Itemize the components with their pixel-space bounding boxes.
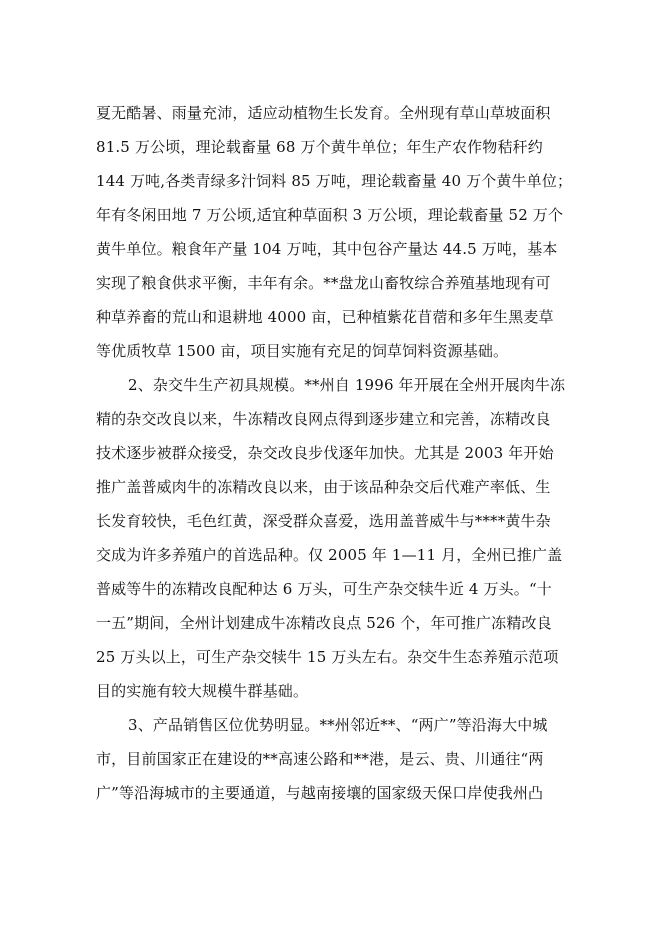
paragraph-heading-line: 2、杂交牛生产初具规模。**州自 1996 年开展在全州开展肉牛冻	[128, 376, 566, 394]
text-line: 长发育较快，毛色红黄，深受群众喜爱，选用盖普威牛与****黄牛杂	[96, 512, 551, 530]
text-line: 144 万吨,各类青绿多汁饲料 85 万吨，理论载畜量 40 万个黄牛单位；	[96, 172, 573, 190]
text-line: 81.5 万公顷，理论载畜量 68 万个黄牛单位；年生产农作物秸秆约	[96, 138, 543, 156]
text-line: 目的实施有较大规模牛群基础。	[96, 682, 309, 700]
text-line: 交成为许多养殖户的首选品种。仅 2005 年 1—11 月，全州已推广盖	[96, 546, 563, 564]
paragraph-heading-line: 3、产品销售区位优势明显。**州邻近**、“两广”等沿海大中城	[128, 716, 548, 734]
text-line: 等优质牧草 1500 亩，项目实施有充足的饲草饲料资源基础。	[96, 342, 509, 360]
text-line: 年有冬闲田地 7 万公顷,适宜种草面积 3 万公顷，理论载畜量 52 万个	[96, 206, 564, 224]
text-line: 夏无酷暑、雨量充沛，适应动植物生长发育。全州现有草山草坡面积	[96, 104, 551, 122]
text-line: 实现了粮食供求平衡，丰年有余。**盘龙山畜牧综合养殖基地现有可	[96, 274, 551, 292]
text-line: 广”等沿海城市的主要通道，与越南接壤的国家级天保口岸使我州凸	[96, 784, 544, 802]
text-line: 种草养畜的荒山和退耕地 4000 亩，已种植紫花苜蓿和多年生黑麦草	[96, 308, 554, 326]
text-line: 推广盖普威肉牛的冻精改良以来，由于该品种杂交后代难产率低、生	[96, 478, 551, 496]
text-line: 精的杂交改良以来，牛冻精改良网点得到逐步建立和完善，冻精改良	[96, 410, 551, 428]
text-line: 一五”期间，全州计划建成牛冻精改良点 526 个，年可推广冻精改良	[96, 614, 552, 632]
text-line: 25 万头以上，可生产杂交犊牛 15 万头左右。杂交牛生态养殖示范项	[96, 648, 559, 666]
text-line: 市，目前国家正在建设的**高速公路和**港，是云、贵、川通往“两	[96, 750, 544, 768]
text-line: 技术逐步被群众接受，杂交改良步伐逐年加快。尤其是 2003 年开始	[96, 444, 554, 462]
text-line: 普威等牛的冻精改良配种达 6 万头，可生产杂交犊牛近 4 万头。“十	[96, 580, 552, 598]
text-line: 黄牛单位。粮食年产量 104 万吨，其中包谷产量达 44.5 万吨，基本	[96, 240, 558, 258]
